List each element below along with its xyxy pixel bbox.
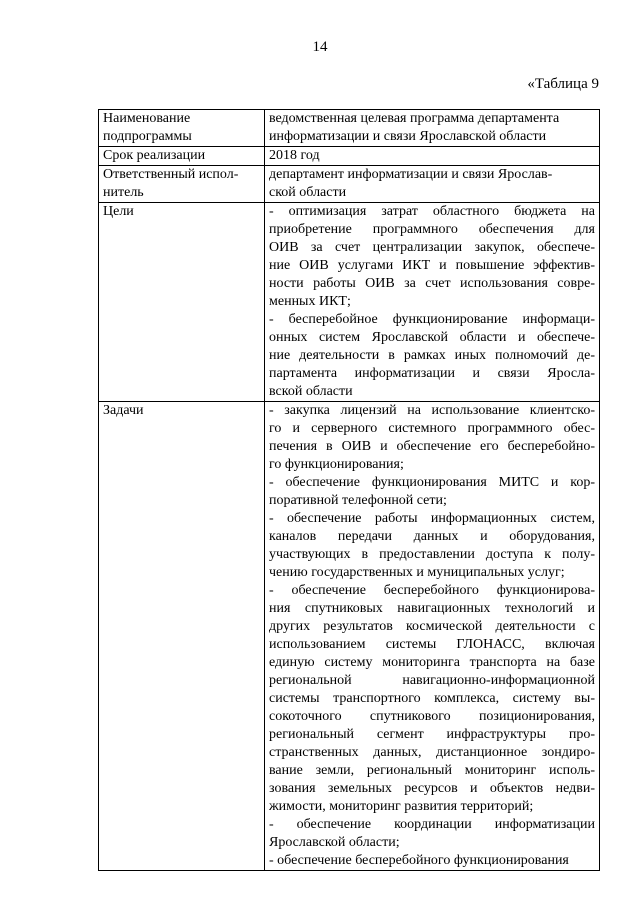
row-value-line: партамента информатизации и связи Яросла- <box>269 366 595 381</box>
row-value-line: сокоточного спутникового позиционирования, <box>269 709 595 724</box>
row-label-line: подпрограммы <box>103 129 192 144</box>
row-value-line: вание земли, региональный мониторинг исполь- <box>269 763 595 778</box>
row-value-line: чению государственных и муниципальных услуг; <box>269 565 565 580</box>
row-value-line: странственных данных, дистанционное зондиро- <box>269 745 595 760</box>
row-value-line: го функционирования; <box>269 457 404 472</box>
row-value-line: ния спутниковых навигационных технологий и <box>269 601 595 616</box>
row-value-line: печения в ОИВ и обеспечение его бесперебойно- <box>269 439 595 454</box>
row-value-line: вской области <box>269 384 353 399</box>
row-value-line: - закупка лицензий на использование клиентско- <box>269 403 595 418</box>
goals-row <box>99 203 600 402</box>
row-label-cell <box>99 147 265 166</box>
responsible-executor-row <box>99 166 600 203</box>
row-value-line: системы транспортного комплекса, систему вы- <box>269 691 595 706</box>
row-value-line: Ярославской области; <box>269 835 400 850</box>
row-value-line: го и серверного системного программного обес- <box>269 421 595 436</box>
row-value-line: региональный сегмент инфраструктуры про- <box>269 727 595 742</box>
row-value-line: - оптимизация затрат областного бюджета на <box>269 204 595 219</box>
row-value-line: - обеспечение бесперебойного функционирова- <box>269 583 595 598</box>
row-value-line: - бесперебойное функционирование информаци- <box>269 312 595 327</box>
row-value-line: - обеспечение координации информатизации <box>269 817 595 832</box>
row-value-line: использованием системы ГЛОНАСС, включая <box>269 637 595 652</box>
row-value-line: ОИВ за счет централизации закупок, обеспече- <box>269 240 595 255</box>
row-value-line: других результатов космической деятельности с <box>269 619 595 634</box>
row-label-line: Ответственный испол- <box>103 167 239 182</box>
row-label-line: Наименование <box>103 111 191 126</box>
row-value-line: менных ИКТ; <box>269 294 351 309</box>
row-value-line: информатизации и связи Ярославской области <box>269 129 547 144</box>
row-value-line: онных систем Ярославской области и обеспече- <box>269 330 595 345</box>
row-value-cell <box>265 203 600 402</box>
row-value-cell <box>265 110 600 147</box>
row-value-line: зования земельных ресурсов и объектов недви- <box>269 781 595 796</box>
implementation-period-row <box>99 147 600 166</box>
row-value-line: ние деятельности в рамках иных полномочий де- <box>269 348 595 363</box>
row-label-line: Срок реализации <box>103 148 206 163</box>
row-label-line: Задачи <box>103 403 144 418</box>
row-value-line: - обеспечение функционирования МИТС и кор- <box>269 475 595 490</box>
row-value-line: ние ОИВ услугами ИКТ и повышение эффектив- <box>269 258 595 273</box>
row-value-cell <box>265 147 600 166</box>
row-label-cell <box>99 166 265 203</box>
row-label-cell <box>99 402 265 871</box>
row-value-line: 2018 год <box>269 148 320 163</box>
page-number: 14 <box>312 39 328 55</box>
table-caption: «Таблица 9 <box>527 76 599 92</box>
row-value-line: жимости, мониторинг развития территорий; <box>269 799 534 814</box>
row-value-line: ской области <box>269 185 347 200</box>
row-value-line: поративной телефонной сети; <box>269 493 447 508</box>
row-value-line: приобретение программного обеспечения для <box>269 222 595 237</box>
row-value-line: региональной навигационно-информационной <box>269 673 595 688</box>
row-label-line: нитель <box>103 185 144 200</box>
row-value-cell <box>265 402 600 871</box>
row-label-cell <box>99 110 265 147</box>
row-value-cell <box>265 166 600 203</box>
row-label-line: Цели <box>103 204 134 219</box>
tasks-row <box>99 402 600 871</box>
subprogram-name-row <box>99 110 600 147</box>
row-value-line: - обеспечение работы информационных систем, <box>269 511 595 526</box>
row-value-line: участвующих в предоставлении доступа к полу- <box>269 547 595 562</box>
row-value-line: каналов передачи данных и оборудования, <box>269 529 595 544</box>
row-value-line: департамент информатизации и связи Ярослав- <box>269 167 553 182</box>
program-info-table <box>98 109 600 871</box>
row-value-line: ности работы ОИВ за счет использования совре- <box>269 276 595 291</box>
row-value-line: ведомственная целевая программа департамента <box>269 111 560 126</box>
row-value-line: единую систему мониторинга транспорта на базе <box>269 655 595 670</box>
row-value-line: - обеспечение бесперебойного функционирования <box>269 853 569 868</box>
row-label-cell <box>99 203 265 402</box>
